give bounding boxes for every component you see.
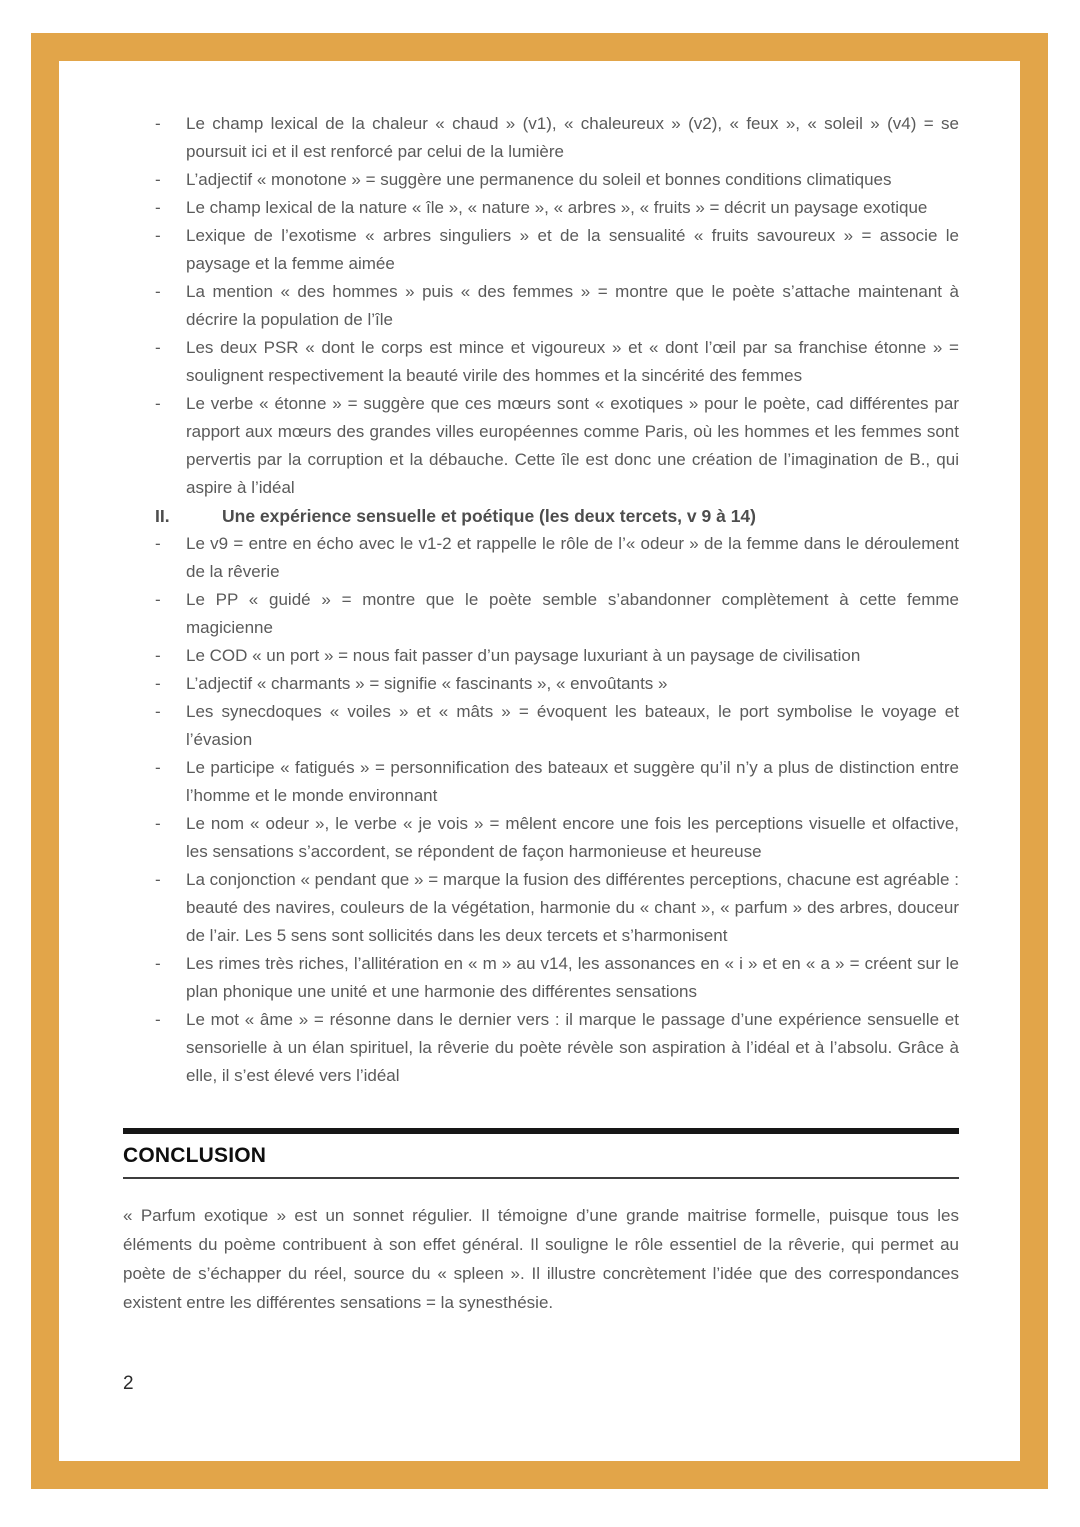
section-title: Une expérience sensuelle et poétique (les deux tercets, v 9 à 14)	[222, 506, 756, 526]
dash-bullet: -	[155, 534, 161, 553]
page-number: 2	[123, 1373, 134, 1394]
list-item-text: L’adjectif « monotone » = suggère une permanence du soleil et bonnes conditions climatiques	[186, 170, 892, 189]
list-item-text: Les deux PSR « dont le corps est mince et vigoureux » et « dont l’œil par sa franchise étonne » = soulignent respectivement la beauté virile des hommes et la sincérité des femmes	[186, 338, 959, 385]
dash-bullet: -	[155, 674, 161, 693]
list-item-text: Le champ lexical de la nature « île », « nature », « arbres », « fruits » = décrit un paysage exotique	[186, 198, 928, 217]
section-heading-ii	[155, 502, 959, 530]
dash-bullet: -	[155, 954, 161, 973]
list-item	[123, 278, 959, 334]
conclusion-bottom-rule	[123, 1177, 959, 1179]
dash-bullet: -	[155, 646, 161, 665]
list-item-text: La mention « des hommes » puis « des femmes » = montre que le poète s’attache maintenant à décrire la population de l’île	[186, 282, 959, 329]
list-item-text: Le v9 = entre en écho avec le v1-2 et rappelle le rôle de l’« odeur » de la femme dans le déroulement de la rêverie	[186, 534, 959, 581]
analysis-list-quatrains	[123, 110, 959, 502]
list-item-text: Le mot « âme » = résonne dans le dernier vers : il marque le passage d’une expérience sensuelle et sensorielle à un élan spirituel, la rêverie du poète révèle son aspiration à l’idéal et à l’absolu. Grâce à elle, il s’est élevé vers l’idéal	[186, 1010, 959, 1085]
analysis-list-tercets	[123, 530, 959, 1090]
list-item	[123, 390, 959, 502]
list-item-text: Lexique de l’exotisme « arbres singuliers » et de la sensualité « fruits savoureux » = associe le paysage et la femme aimée	[186, 226, 959, 273]
dash-bullet: -	[155, 702, 161, 721]
conclusion-heading: CONCLUSION	[123, 1144, 267, 1167]
list-item	[123, 110, 959, 166]
list-item	[123, 334, 959, 390]
dash-bullet: -	[155, 870, 161, 889]
list-item	[123, 754, 959, 810]
dash-bullet: -	[155, 282, 161, 301]
list-item-text: Le COD « un port » = nous fait passer d’un paysage luxuriant à un paysage de civilisation	[186, 646, 861, 665]
list-item	[123, 1006, 959, 1090]
list-item-text: Le verbe « étonne » = suggère que ces mœurs sont « exotiques » pour le poète, cad différentes par rapport aux mœurs des grandes villes européennes comme Paris, où les hommes et les femmes sont pervertis par la corruption et la débauche. Cette île est donc une création de l’imagination de B., qui aspire à l’idéal	[186, 394, 959, 497]
list-item	[123, 950, 959, 1006]
list-item	[123, 166, 959, 194]
section-numeral: II.	[155, 506, 170, 526]
dash-bullet: -	[155, 198, 161, 217]
dash-bullet: -	[155, 814, 161, 833]
list-item	[123, 530, 959, 586]
dash-bullet: -	[155, 1010, 161, 1029]
list-item-text: Le champ lexical de la chaleur « chaud » (v1), « chaleureux » (v2), « feux », « soleil » (v4) = se poursuit ici et il est renforcé par celui de la lumière	[186, 114, 959, 161]
list-item	[123, 642, 959, 670]
conclusion-paragraph: « Parfum exotique » est un sonnet régulier. Il témoigne d’une grande maitrise formelle, puisque tous les éléments du poème contribuent à son effet général. Il souligne le rôle essentiel de la rêverie, qui permet au poète de s’échapper du réel, source du « spleen ». Il illustre concrètement l’idée que des correspondances existent entre les différentes sensations = la synesthésie.	[123, 1206, 959, 1312]
list-item-text: Le participe « fatigués » = personnification des bateaux et suggère qu’il n’y a plus de distinction entre l’homme et le monde environnant	[186, 758, 959, 805]
list-item-text: Le nom « odeur », le verbe « je vois » = mêlent encore une fois les perceptions visuelle et olfactive, les sensations s’accordent, se répondent de façon harmonieuse et heureuse	[186, 814, 959, 861]
dash-bullet: -	[155, 170, 161, 189]
list-item-text: Les synecdoques « voiles » et « mâts » = évoquent les bateaux, le port symbolise le voyage et l’évasion	[186, 702, 959, 749]
list-item	[123, 810, 959, 866]
list-item	[123, 586, 959, 642]
dash-bullet: -	[155, 394, 161, 413]
dash-bullet: -	[155, 590, 161, 609]
document-page	[123, 110, 959, 1395]
dash-bullet: -	[155, 226, 161, 245]
dash-bullet: -	[155, 114, 161, 133]
list-item-text: Le PP « guidé » = montre que le poète semble s’abandonner complètement à cette femme magicienne	[186, 590, 959, 637]
list-item	[123, 866, 959, 950]
list-item	[123, 222, 959, 278]
dash-bullet: -	[155, 338, 161, 357]
list-item-text: La conjonction « pendant que » = marque la fusion des différentes perceptions, chacune est agréable : beauté des navires, couleurs de la végétation, harmonie du « chant », « parfum » des arbres, douceur de l’air. Les 5 sens sont sollicités dans les deux tercets et s’harmonisent	[186, 870, 959, 945]
list-item	[123, 194, 959, 222]
list-item	[123, 670, 959, 698]
list-item-text: Les rimes très riches, l’allitération en « m » au v14, les assonances en « i » et en « a » = créent sur le plan phonique une unité et une harmonie des différentes sensations	[186, 954, 959, 1001]
list-item-text: L’adjectif « charmants » = signifie « fascinants », « envoûtants »	[186, 674, 668, 693]
conclusion-top-rule	[123, 1128, 959, 1134]
list-item	[123, 698, 959, 754]
dash-bullet: -	[155, 758, 161, 777]
